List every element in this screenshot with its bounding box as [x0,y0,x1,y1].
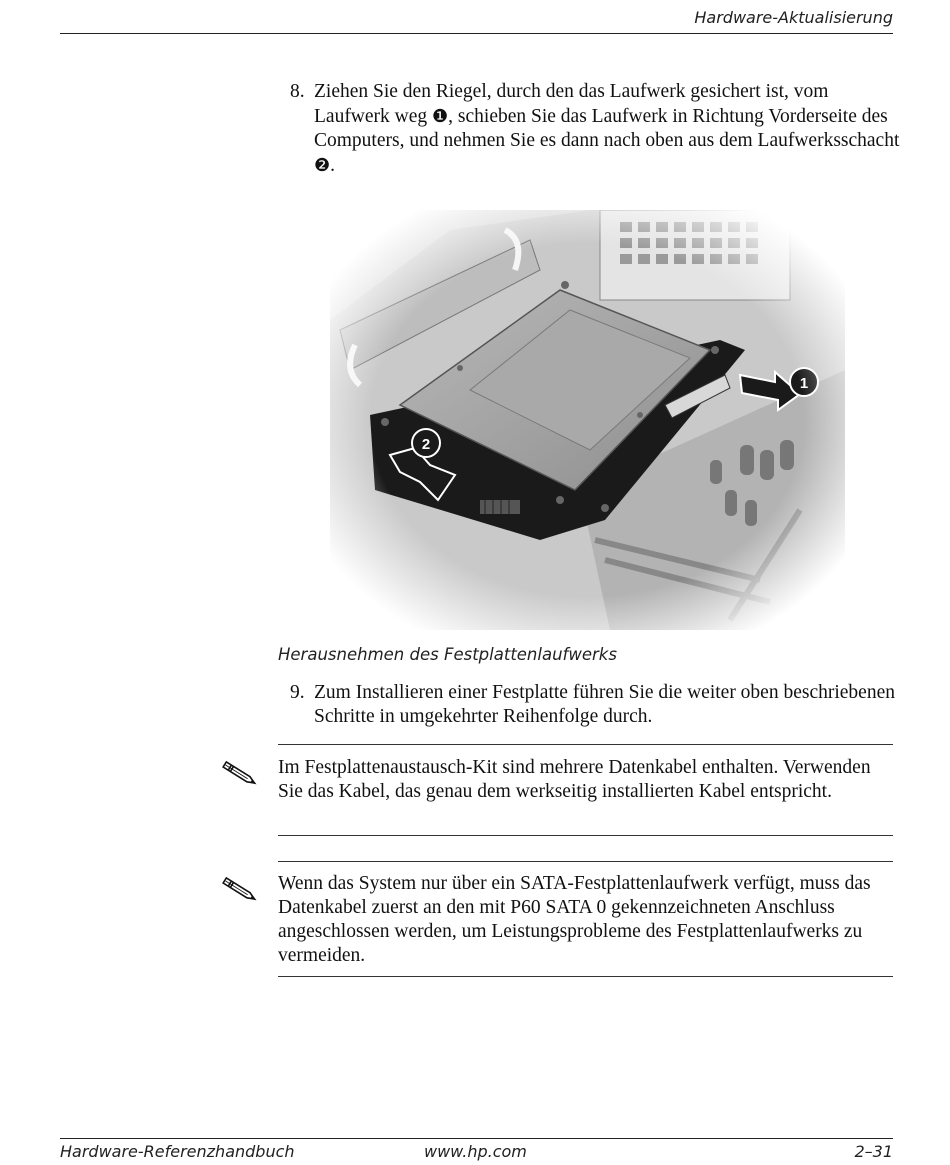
note-top-rule [278,861,893,862]
pencil-icon [219,757,261,791]
note-text: Im Festplattenaustausch-Kit sind mehrere Datenkabel enthalten. Verwenden Sie das Kabel, das genau dem werkseitig installierten Kabel entspricht. [278,757,871,802]
footer-url: www.hp.com [424,1142,527,1161]
footer-page-number: 2–31 [854,1142,893,1161]
step-text-part: . [330,155,336,176]
figure-caption: Herausnehmen des Festplattenlaufwerks [278,645,617,664]
pencil-icon [219,873,261,907]
callout-2-marker: ❷ [314,155,331,175]
step-text: Zum Installieren einer Festplatte führen Sie die weiter oben beschriebenen Schritte in umgekehrter Reihenfolge durch. [314,682,895,727]
step-number: 9. [290,682,305,703]
step-text-part: Ziehen Sie den Riegel, durch den das Laufwerk gesichert ist, vom Laufwerk weg [314,81,829,127]
running-header: Hardware-Aktualisierung [694,8,893,27]
step-8 [290,80,900,178]
header-rule [60,33,893,34]
note-bottom-rule [278,835,893,836]
hard-drive-illustration [330,210,845,630]
note-top-rule [278,744,893,745]
footer-book-title: Hardware-Referenzhandbuch [60,1142,295,1161]
note-text: Wenn das System nur über ein SATA-Festplattenlaufwerk verfügt, muss das Datenkabel zuerst an den mit P60 SATA 0 gekennzeichneten Anschluss angeschlossen werden, um Leistungsprobleme des Festplattenlaufwerks zu vermeiden. [278,873,871,966]
note-bottom-rule [278,976,893,977]
hard-drive-removal-figure [330,210,845,630]
step-number: 8. [290,81,305,102]
step-text-part: , schieben Sie das Laufwerk in Richtung Vorderseite des Computers, und nehmen Sie es dann nach oben aus dem Laufwerksschacht [314,106,900,151]
callout-1-marker: ❶ [432,106,449,126]
step-text [314,80,900,178]
step-9 [290,681,900,729]
footer-rule [60,1138,893,1139]
